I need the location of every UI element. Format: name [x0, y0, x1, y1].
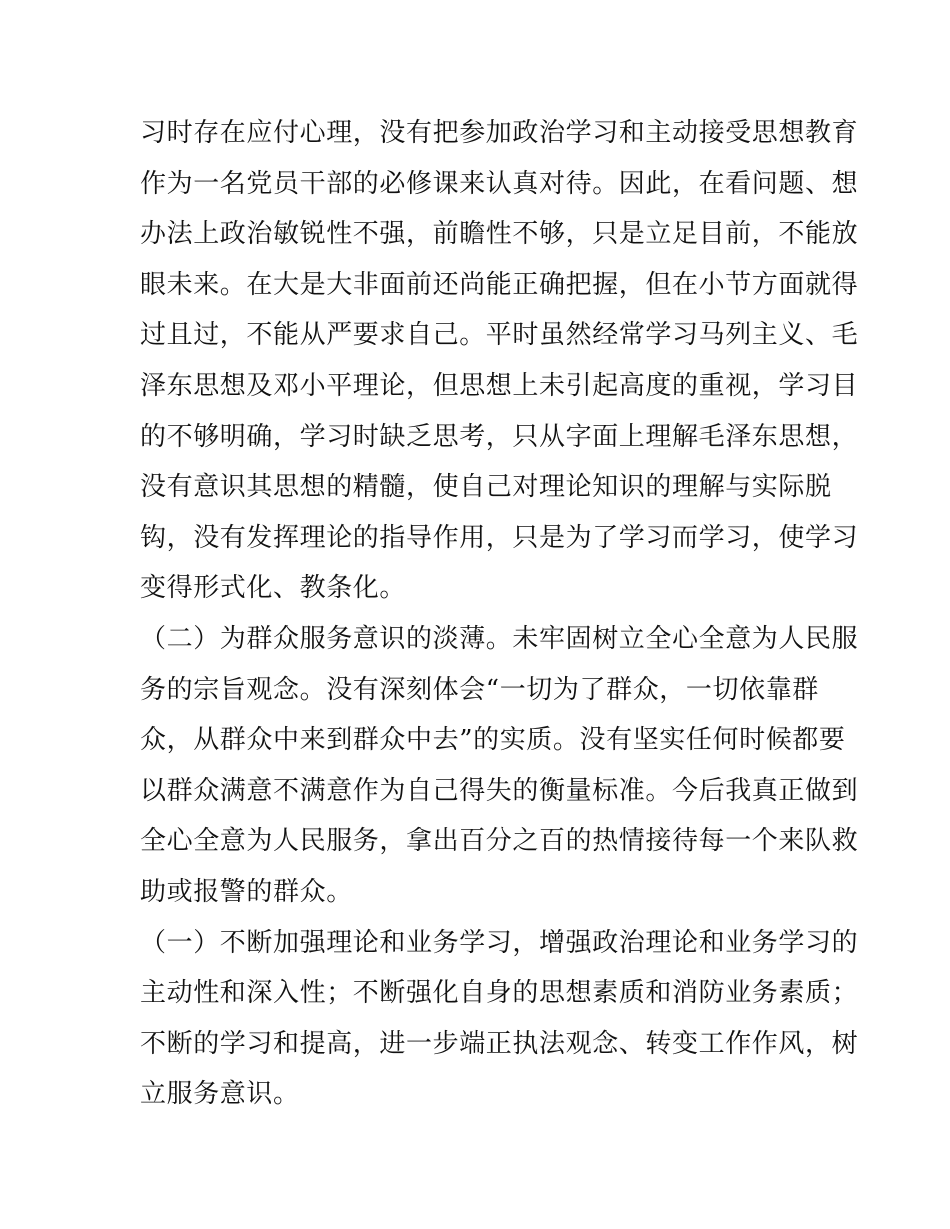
- text-line-18: 主动性和深入性；不断强化自身的思想素质和消防业务素质；: [140, 978, 859, 1009]
- text-line-1: 习时存在应付心理，没有把参加政治学习和主动接受思想教育: [140, 118, 859, 148]
- text-line-19: 不断的学习和提高，进一步端正执法观念、转变工作作风，树: [140, 1028, 859, 1059]
- text-line-6: 泽东思想及邓小平理论，但思想上未引起高度的重视，学习目: [140, 370, 859, 401]
- text-line-12: 务的宗旨观念。没有深刻体会“一切为了群众，一切依靠群: [140, 674, 819, 705]
- text-line-13: 众，从群众中来到群众中去”的实质。没有坚实任何时候都要: [140, 725, 846, 756]
- text-line-20: 立服务意识。: [140, 1079, 300, 1110]
- text-line-16: 助或报警的群众。: [140, 876, 353, 907]
- text-line-3: 办法上政治敏锐性不强，前瞻性不够，只是立足目前，不能放: [140, 219, 859, 250]
- text-line-2: 作为一名党员干部的必修课来认真对待。因此，在看问题、想: [140, 168, 859, 199]
- text-line-5: 过且过，不能从严要求自己。平时虽然经常学习马列主义、毛: [140, 320, 859, 351]
- text-line-15: 全心全意为人民服务，拿出百分之百的热情接待每一个来队救: [140, 826, 859, 857]
- text-line-17: （一）不断加强理论和业务学习，增强政治理论和业务学习的: [140, 927, 859, 958]
- text-line-9: 钩，没有发挥理论的指导作用，只是为了学习而学习，使学习: [140, 522, 859, 553]
- text-line-7: 的不够明确，学习时缺乏思考，只从字面上理解毛泽东思想，: [140, 421, 859, 452]
- text-line-14: 以群众满意不满意作为自己得失的衡量标准。今后我真正做到: [140, 775, 859, 806]
- text-line-8: 没有意识其思想的精髓，使自己对理论知识的理解与实际脱: [140, 472, 832, 503]
- text-line-10: 变得形式化、教条化。: [140, 573, 407, 604]
- body-text: [140, 108, 859, 1120]
- text-line-4: 眼未来。在大是大非面前还尚能正确把握，但在小节方面就得: [140, 269, 859, 300]
- text-line-11: （二）为群众服务意识的淡薄。未牢固树立全心全意为人民服: [140, 623, 859, 654]
